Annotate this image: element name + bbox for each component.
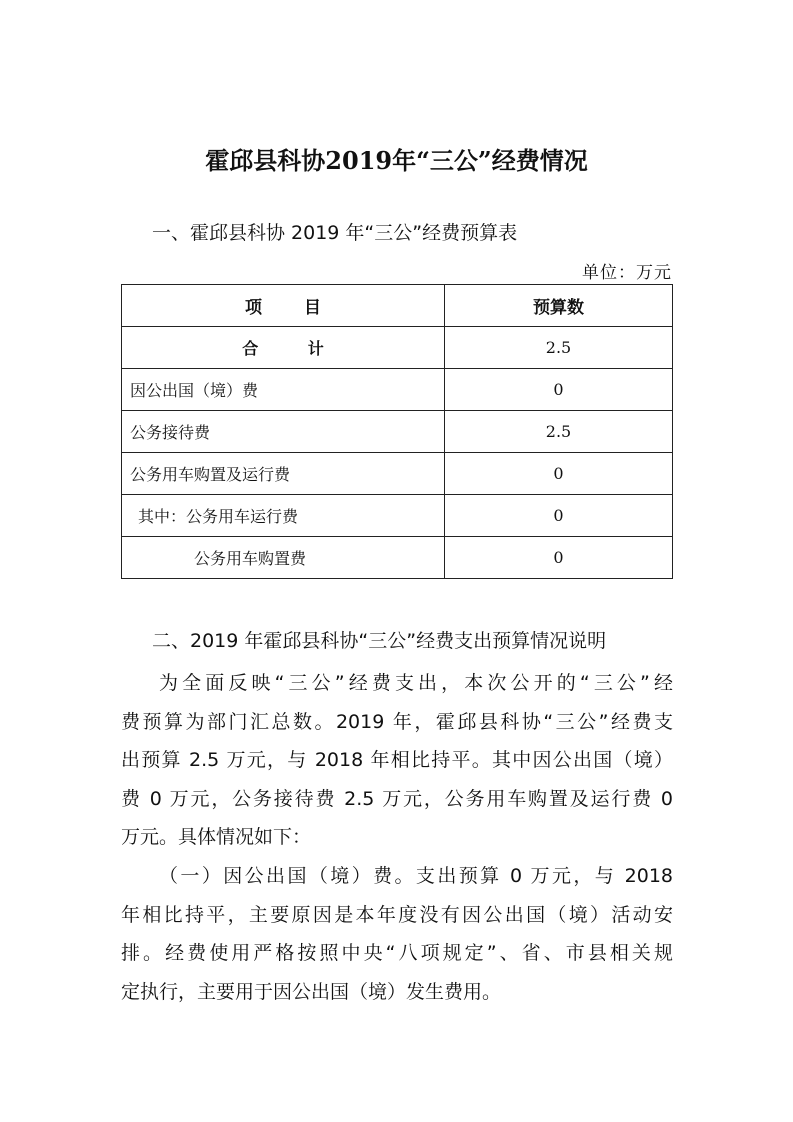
text-line: 排。经费使用严格按照中央“八项规定”、省、市县相关规: [121, 942, 673, 964]
text-line: （一）因公出国（境）费。支出预算 0 万元，与 2018: [159, 865, 673, 887]
table-row: [122, 453, 673, 495]
row-label: 公务接待费: [122, 411, 445, 453]
text-line: 费 0 万元，公务接待费 2.5 万元，公务用车购置及运行费 0: [121, 787, 673, 810]
table-row-total: [122, 327, 673, 369]
text-line: 万元。具体情况如下：: [121, 826, 312, 848]
row-value: 0: [445, 495, 673, 537]
row-value: 0: [445, 369, 673, 411]
text-line: 费预算为部门汇总数。2019 年，霍邱县科协“三公”经费支: [121, 710, 673, 733]
text-line: 出预算 2.5 万元，与 2018 年相比持平。其中因公出国（境）: [121, 749, 673, 771]
text-line: 年相比持平，主要原因是本年度没有因公出国（境）活动安: [121, 903, 673, 926]
row-label: 公务用车购置及运行费: [122, 453, 445, 495]
paragraph-overview: [121, 664, 673, 857]
table-row: [122, 495, 673, 537]
table-row: [122, 369, 673, 411]
row-label: 公务用车购置费: [122, 537, 445, 579]
header-item: 项 目: [122, 285, 445, 327]
text-line: 为全面反映“三公”经费支出，本次公开的“三公”经: [159, 672, 673, 694]
row-label: 因公出国（境）费: [122, 369, 445, 411]
budget-table: [121, 284, 673, 579]
row-value: 2.5: [445, 327, 673, 369]
row-value: 0: [445, 453, 673, 495]
section-heading-explanation: 二、2019 年霍邱县科协“三公”经费支出预算情况说明: [152, 630, 607, 652]
table-row: [122, 411, 673, 453]
page-title: 霍邱县科协2019年“三公”经费情况: [205, 146, 588, 175]
header-amount: 预算数: [445, 285, 673, 327]
row-value: 0: [445, 537, 673, 579]
row-label: 其中：公务用车运行费: [122, 495, 445, 537]
text-line: 定执行，主要用于因公出国（境）发生费用。: [121, 980, 502, 1003]
table-header-row: [122, 285, 673, 327]
row-value: 2.5: [445, 411, 673, 453]
section-heading-budget-table: 一、霍邱县科协 2019 年“三公”经费预算表: [152, 222, 518, 244]
paragraph-overseas-expense: [121, 857, 673, 1011]
row-label: 合 计: [122, 327, 445, 369]
unit-label: 单位：万元: [582, 263, 672, 283]
table-row: [122, 537, 673, 579]
